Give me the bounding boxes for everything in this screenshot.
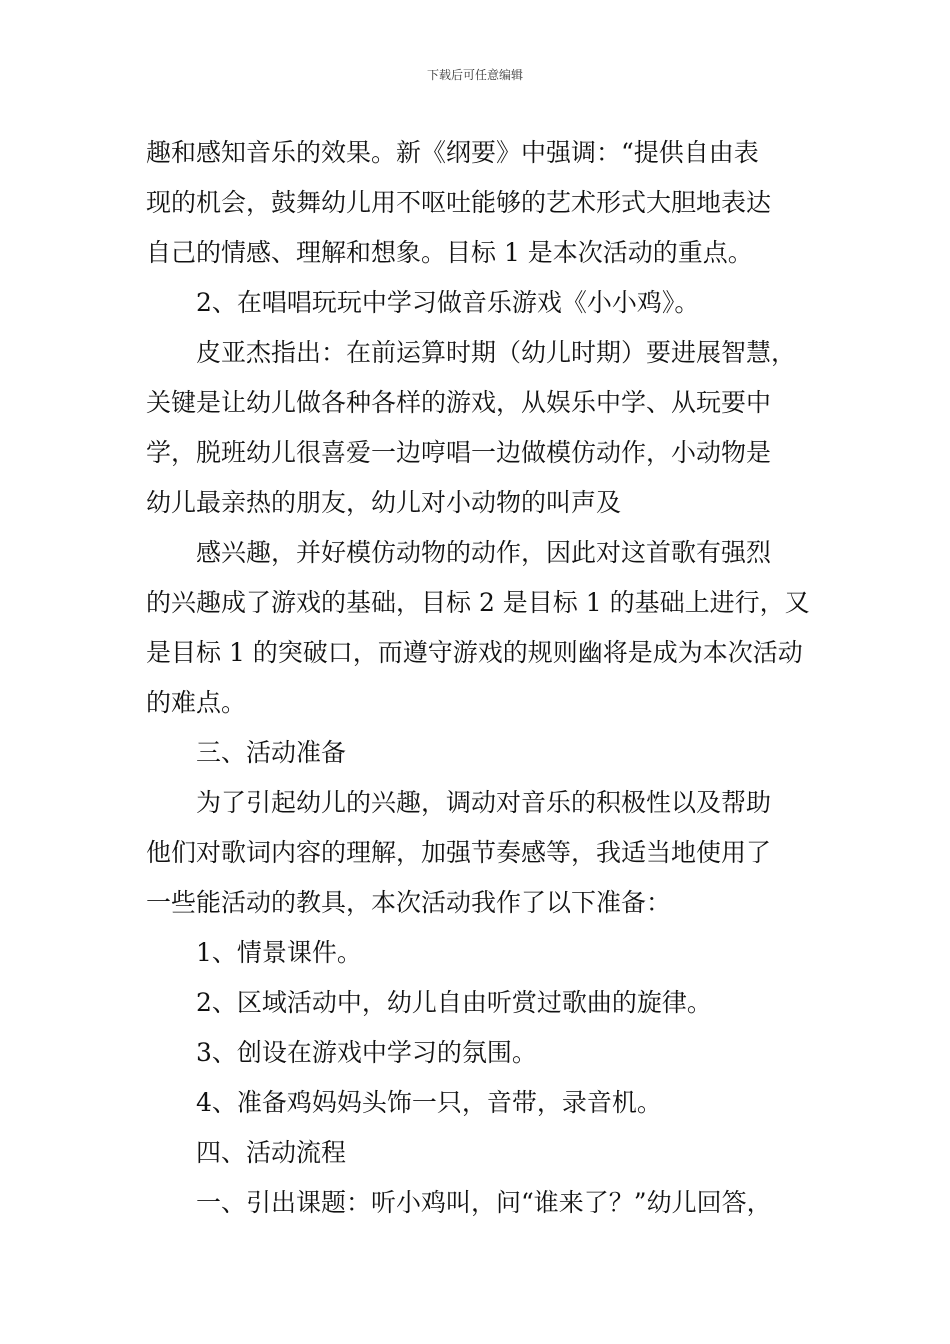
list-item: 1、情景课件。 bbox=[196, 938, 362, 967]
text-line: 他们对歌词内容的理解，加强节奏感等，我适当地使用了 bbox=[146, 838, 772, 867]
text-line: 关键是让幼儿做各种各样的游戏，从娱乐中学、从玩要中 bbox=[146, 388, 772, 417]
section-heading: 四、活动流程 bbox=[196, 1138, 347, 1167]
page-header: 下载后可任意编辑 bbox=[426, 68, 523, 82]
text-line: 自己的情感、理解和想象。目标 1 是本次活动的重点。 bbox=[146, 238, 753, 267]
list-item: 2、区域活动中，幼儿自由听赏过歌曲的旋律。 bbox=[196, 988, 712, 1017]
text-line: 的难点。 bbox=[146, 688, 247, 717]
text-line: 为了引起幼儿的兴趣，调动对音乐的积极性以及帮助 bbox=[196, 788, 772, 817]
text-line: 一些能活动的教具，本次活动我作了以下准备： bbox=[146, 888, 672, 917]
section-heading: 三、活动准备 bbox=[196, 738, 347, 767]
list-item: 3、创设在游戏中学习的氛围。 bbox=[196, 1038, 537, 1067]
text-line: 2、在唱唱玩玩中学习做音乐游戏《小小鸡》。 bbox=[196, 288, 700, 317]
list-item: 4、准备鸡妈妈头饰一只，音带，录音机。 bbox=[196, 1088, 662, 1117]
text-line: 的兴趣成了游戏的基础，目标 2 是目标 1 的基础上进行，又 bbox=[146, 588, 810, 617]
text-line: 学，脱班幼儿很喜爱一边哼唱一边做模仿动作，小动物是 bbox=[146, 438, 772, 467]
text-line: 幼儿最亲热的朋友，幼儿对小动物的叫声及 bbox=[146, 488, 622, 517]
text-line: 皮亚杰指出：在前运算时期（幼儿时期）要进展智慧， bbox=[196, 338, 797, 367]
text-line: 趣和感知音乐的效果。新《纲要》中强调：“提供自由表 bbox=[146, 138, 759, 167]
text-line: 现的机会，鼓舞幼儿用不呕吐能够的艺术形式大胆地表达 bbox=[146, 188, 772, 217]
text-line: 是目标 1 的突破口，而遵守游戏的规则幽将是成为本次活动 bbox=[146, 638, 803, 667]
document-body bbox=[146, 128, 814, 1228]
text-line: 感兴趣，并好模仿动物的动作，因此对这首歌有强烈 bbox=[196, 538, 772, 567]
text-line: 一、引出课题：听小鸡叫，问“谁来了？”幼儿回答， bbox=[196, 1188, 772, 1217]
